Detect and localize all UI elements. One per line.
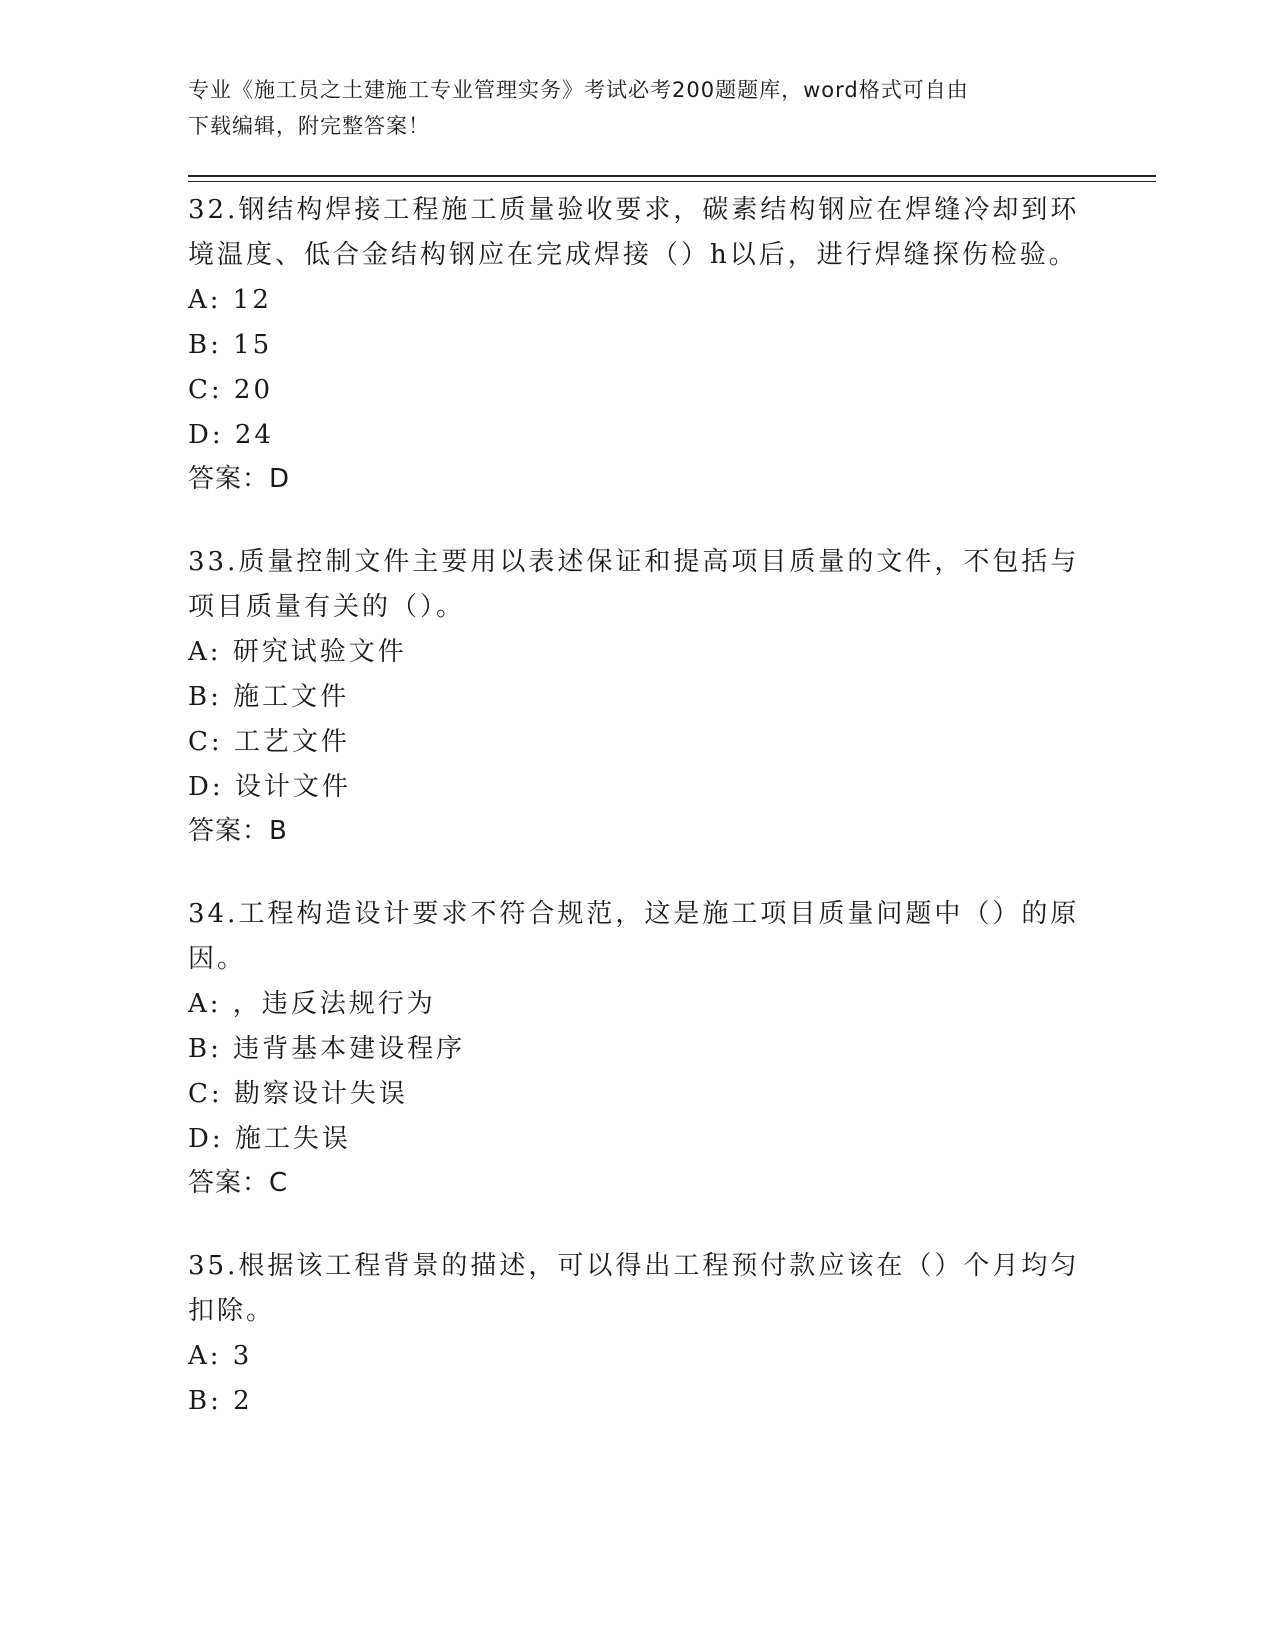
- question-text: 34.工程构造设计要求不符合规范，这是施工项目质量问题中（）的原因。: [188, 899, 1080, 974]
- header-line-2: 下载编辑，附完整答案！: [188, 114, 430, 138]
- question-text: 35.根据该工程背景的描述，可以得出工程预付款应该在（）个月均匀扣除。: [188, 1251, 1080, 1326]
- option-a: A: 3: [188, 1341, 253, 1371]
- option-d: D: 24: [188, 420, 274, 450]
- option-b: B: 2: [188, 1386, 253, 1416]
- answer: 答案：B: [188, 816, 288, 846]
- question-32: [188, 188, 1088, 500]
- question-text: 32.钢结构焊接工程施工质量验收要求，碳素结构钢应在焊缝冷却到环境温度、低合金结构钢应在完成焊接（）h以后，进行焊缝探伤检验。: [188, 195, 1080, 270]
- answer: 答案：D: [188, 464, 291, 494]
- question-list: [188, 188, 1088, 1464]
- header-rule-thin: [188, 181, 1156, 182]
- option-a: A: 12: [188, 285, 272, 315]
- question-text: 33.质量控制文件主要用以表述保证和提高项目质量的文件，不包括与项目质量有关的（）。: [188, 547, 1080, 622]
- option-b: B: 15: [188, 330, 273, 360]
- header-line-1: 专业《施工员之土建施工专业管理实务》考试必考200题题库，word格式可自由: [188, 78, 969, 102]
- option-b: B: 施工文件: [188, 682, 350, 712]
- question-33: [188, 540, 1088, 852]
- option-a: A: ，违反法规行为: [188, 989, 436, 1019]
- answer: 答案：C: [188, 1168, 289, 1198]
- option-c: C: 勘察设计失误: [188, 1079, 408, 1109]
- option-c: C: 20: [188, 375, 274, 405]
- option-c: C: 工艺文件: [188, 727, 350, 757]
- option-d: D: 设计文件: [188, 772, 351, 802]
- option-a: A: 研究试验文件: [188, 637, 407, 667]
- option-d: D: 施工失误: [188, 1124, 351, 1154]
- document-header: [188, 72, 1088, 144]
- header-rule-thick: [188, 175, 1156, 177]
- option-b: B: 违背基本建设程序: [188, 1034, 466, 1064]
- question-34: [188, 892, 1088, 1204]
- question-35: [188, 1244, 1088, 1424]
